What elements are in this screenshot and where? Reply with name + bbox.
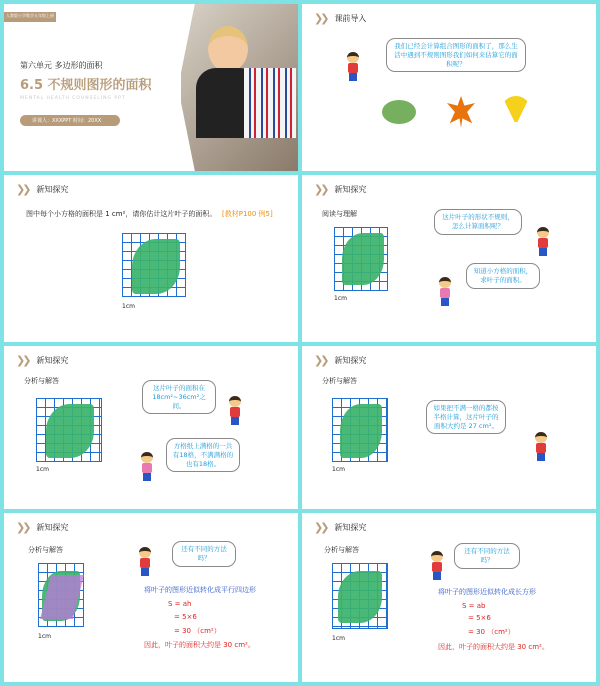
leaf-shape [342,233,384,285]
slide-explore-1[interactable] [4,175,298,342]
formula-1: S = ah [168,600,192,608]
slide-header [16,521,68,534]
method-line: 将叶子的图形近似转化成平行四边形 [144,586,256,594]
slide-header [314,12,366,25]
chevron-double-icon: ❯❯ [314,521,327,534]
chevron-double-icon: ❯❯ [314,354,327,367]
slide-cover[interactable] [4,4,298,171]
cover-hex-border [178,4,298,171]
speech-bubble: 如果把不满一格的都按半格计算，这片叶子的面积大约是 27 cm²。 [426,400,506,434]
subheading: 分析与解答 [24,377,59,385]
slide-explore-2[interactable] [302,175,596,342]
method-line: 将叶子的图形近似转化成长方形 [438,588,536,596]
speech-bubble-1: 这片叶子的面积在18cm²~36cm²之间。 [142,380,216,414]
textbook-ref: [教材P100 例5] [222,210,273,218]
speech-bubble: 还有不同的方法吗？ [172,541,236,567]
cartoon-boy-icon [344,52,362,82]
unit-label: 1cm [332,635,345,642]
slide-header [16,354,68,367]
speech-bubble: 还有不同的方法吗？ [454,543,520,569]
speech-bubble-2: 方格纸上满格的一共有18格，不满满格的也有18格。 [166,438,240,472]
cover-sub-en: MENTAL HEALTH COUNSELING PPT [20,96,126,101]
cover-top-small: 人教版小学数学五年级上册 [6,13,54,18]
speech-bubble: 我们已经会计算组合图形的面积了，那么生活中遇到不规则图形我们如何来估算它的面积呢？ [386,38,526,72]
conclusion: 因此，叶子的面积大约是 30 cm²。 [144,641,255,649]
cartoon-boy-icon [226,396,244,426]
slide-explore-3[interactable] [4,346,298,509]
slide-header [314,183,366,196]
leaf-shape [338,571,382,623]
slide-header [314,521,366,534]
formula-3: = 30 （cm²） [174,627,221,635]
slide-intro[interactable] [302,4,596,171]
chevron-double-icon: ❯❯ [16,521,29,534]
chevron-double-icon: ❯❯ [16,183,29,196]
unit-label: 1cm [38,633,51,640]
slide-title: 新知探究 [334,523,367,532]
slide-title: 新知探究 [36,185,69,194]
subheading: 分析与解答 [322,377,357,385]
cartoon-boy-icon [532,432,550,462]
leaf-shape [340,404,382,458]
slide-header [16,183,68,196]
cover-unit: 第六单元 多边形的面积 [20,61,103,70]
subheading: 分析与解答 [28,546,63,554]
formula-1: S = ab [462,602,486,610]
slide-explore-5[interactable] [4,513,298,682]
leaf-maple-icon [447,96,475,128]
slide-explore-4[interactable] [302,346,596,509]
chevron-double-icon: ❯❯ [16,354,29,367]
cartoon-boy-icon [136,547,154,577]
leaf-green-icon [382,100,416,124]
formula-2: = 5×6 [468,614,491,622]
slide-title: 新知探究 [36,523,69,532]
leaf-shape [46,404,94,458]
cover-speaker: 讲课人：XXXPPT 时间：20XX [32,118,102,124]
leaf-ginkgo-icon [502,96,530,122]
slide-title: 新知探究 [334,356,367,365]
slide-header [314,354,366,367]
subheading: 阅读与理解 [322,210,357,218]
formula-2: = 5×6 [174,613,197,621]
conclusion: 因此，叶子的面积大约是 30 cm²。 [438,643,549,651]
chevron-double-icon: ❯❯ [314,183,327,196]
slide-explore-6[interactable] [302,513,596,682]
cartoon-boy-icon [428,551,446,581]
formula-3: = 30 （cm²） [468,628,515,636]
slide-title: 新知探究 [36,356,69,365]
speech-bubble-2: 知道小方格的面积，求叶子的面积。 [466,263,540,289]
cartoon-boy-icon [534,227,552,257]
unit-label: 1cm [332,466,345,473]
slide-title: 课前导入 [334,14,367,23]
chevron-double-icon: ❯❯ [314,12,327,25]
unit-label: 1cm [334,295,347,302]
question-text: 图中每个小方格的面积是 1 cm²，请你估计这片叶子的面积。 [26,210,217,218]
unit-label: 1cm [122,303,135,310]
unit-label: 1cm [36,466,49,473]
subheading: 分析与解答 [324,546,359,554]
leaf-shape [132,239,180,294]
cartoon-girl-icon [138,452,156,482]
cover-title: 6.5 不规则图形的面积 [20,78,152,93]
speech-bubble-1: 这片叶子的形状不规则，怎么计算面积呢？ [434,209,522,235]
slide-title: 新知探究 [334,185,367,194]
cartoon-girl-icon [436,277,454,307]
